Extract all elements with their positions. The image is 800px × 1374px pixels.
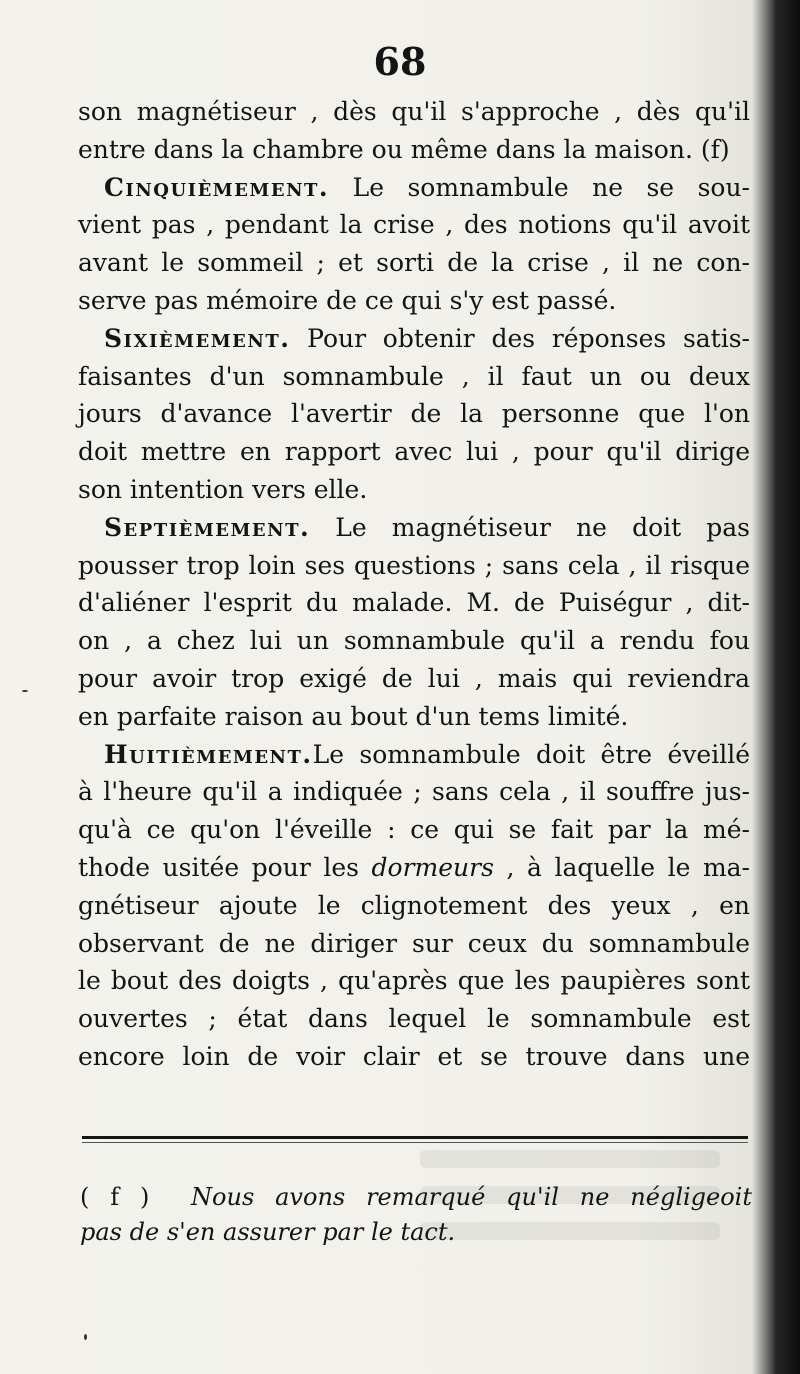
text-line bbox=[78, 131, 750, 169]
text-line bbox=[78, 1038, 750, 1076]
line-text: ouvertes ; état dans lequel le somnambule est bbox=[78, 1004, 750, 1034]
section-heading: Huitièmement. bbox=[104, 739, 313, 769]
line-text: son intention vers elle. bbox=[78, 474, 368, 504]
line-text: son magnétiseur , dès qu'il s'approche , dès qu'il bbox=[78, 97, 750, 126]
line-text: jours d'avance l'avertir de la personne que l'on bbox=[78, 399, 750, 429]
footnote-separator-rule-thin bbox=[82, 1142, 748, 1143]
text-line bbox=[78, 358, 750, 396]
text-line bbox=[78, 660, 750, 698]
line-text: pour avoir trop exigé de lui , mais qui reviendra bbox=[78, 663, 750, 693]
footnote-separator-rule bbox=[82, 1136, 748, 1139]
paper-speck bbox=[84, 1334, 87, 1340]
paragraph-start-line bbox=[78, 736, 750, 774]
page-number: 68 bbox=[373, 39, 427, 84]
text-line bbox=[78, 925, 750, 963]
text-line bbox=[78, 282, 750, 320]
line-text: pousser trop loin ses questions ; sans cela , il risque bbox=[78, 550, 750, 580]
text-line bbox=[78, 811, 750, 849]
text-line bbox=[78, 962, 750, 1000]
line-text: gnétiseur ajoute le clignotement des yeux , en bbox=[78, 890, 750, 920]
line-text: entre dans la chambre ou même dans la maison. (f) bbox=[78, 134, 730, 164]
paper-speck bbox=[22, 690, 28, 692]
footnote-marker: ( f ) bbox=[80, 1183, 150, 1211]
text-line bbox=[78, 622, 750, 660]
section-heading: Cinquièmement. bbox=[104, 172, 330, 202]
line-text: on , a chez lui un somnambule qu'il a rendu fou bbox=[78, 626, 750, 656]
text-line bbox=[78, 206, 750, 244]
line-text: qu'à ce qu'on l'éveille : ce qui se fait par la mé- bbox=[78, 815, 750, 845]
page-edge-shadow bbox=[774, 0, 800, 1374]
line-text: en parfaite raison au bout d'un tems limité. bbox=[78, 701, 629, 731]
text-line bbox=[78, 1000, 750, 1038]
line-text: vient pas , pendant la crise , des notions qu'il avoit bbox=[78, 210, 750, 240]
line-text: à l'heure qu'il a indiquée ; sans cela , il souffre jus- bbox=[78, 777, 750, 807]
text-line bbox=[78, 433, 750, 471]
main-text bbox=[78, 93, 750, 1076]
footnote bbox=[80, 1180, 752, 1250]
line-text: d'aliéner l'esprit du malade. M. de Puiségur , dit- bbox=[78, 588, 750, 618]
line-text: thode usitée pour les bbox=[78, 852, 372, 882]
paragraph-start-line bbox=[78, 169, 750, 207]
text-line bbox=[78, 849, 750, 887]
line-text: Le somnambule ne se sou- bbox=[329, 172, 750, 202]
line-text: Le magnétiseur ne doit pas bbox=[310, 512, 750, 542]
text-line bbox=[78, 547, 750, 585]
text-line bbox=[78, 698, 750, 736]
line-text: observant de ne diriger sur ceux du somnambule bbox=[78, 928, 750, 958]
text-line bbox=[78, 584, 750, 622]
line-text: faisantes d'un somnambule , il faut un ou deux bbox=[78, 361, 750, 391]
text-line bbox=[78, 93, 750, 131]
line-text-tail: , à laquelle le ma- bbox=[493, 852, 750, 882]
paragraph-start-line bbox=[78, 320, 750, 358]
footnote-text: Nous avons remarqué qu'il ne négligeoit bbox=[191, 1183, 753, 1211]
paragraph-start-line bbox=[78, 509, 750, 547]
text-line bbox=[78, 244, 750, 282]
section-heading: Septièmement. bbox=[104, 512, 311, 542]
text-line bbox=[78, 471, 750, 509]
footnote-line bbox=[80, 1180, 752, 1215]
line-text: Le somnambule doit être éveillé bbox=[312, 739, 750, 769]
text-line bbox=[78, 773, 750, 811]
section-heading: Sixièmement. bbox=[104, 323, 291, 353]
italic-term: dormeurs bbox=[371, 852, 494, 882]
footnote-line: pas de s'en assurer par le tact. bbox=[80, 1218, 456, 1246]
line-text: encore loin de voir clair et se trouve dans une bbox=[78, 1041, 750, 1071]
text-line bbox=[78, 395, 750, 433]
line-text: Pour obtenir des réponses satis- bbox=[290, 323, 750, 353]
text-line bbox=[78, 887, 750, 925]
line-text: serve pas mémoire de ce qui s'y est passé. bbox=[78, 285, 617, 315]
line-text: avant le sommeil ; et sorti de la crise , il ne con- bbox=[78, 248, 750, 278]
line-text: le bout des doigts , qu'après que les paupières sont bbox=[78, 966, 750, 996]
line-text: doit mettre en rapport avec lui , pour qu'il dirige bbox=[78, 437, 750, 467]
